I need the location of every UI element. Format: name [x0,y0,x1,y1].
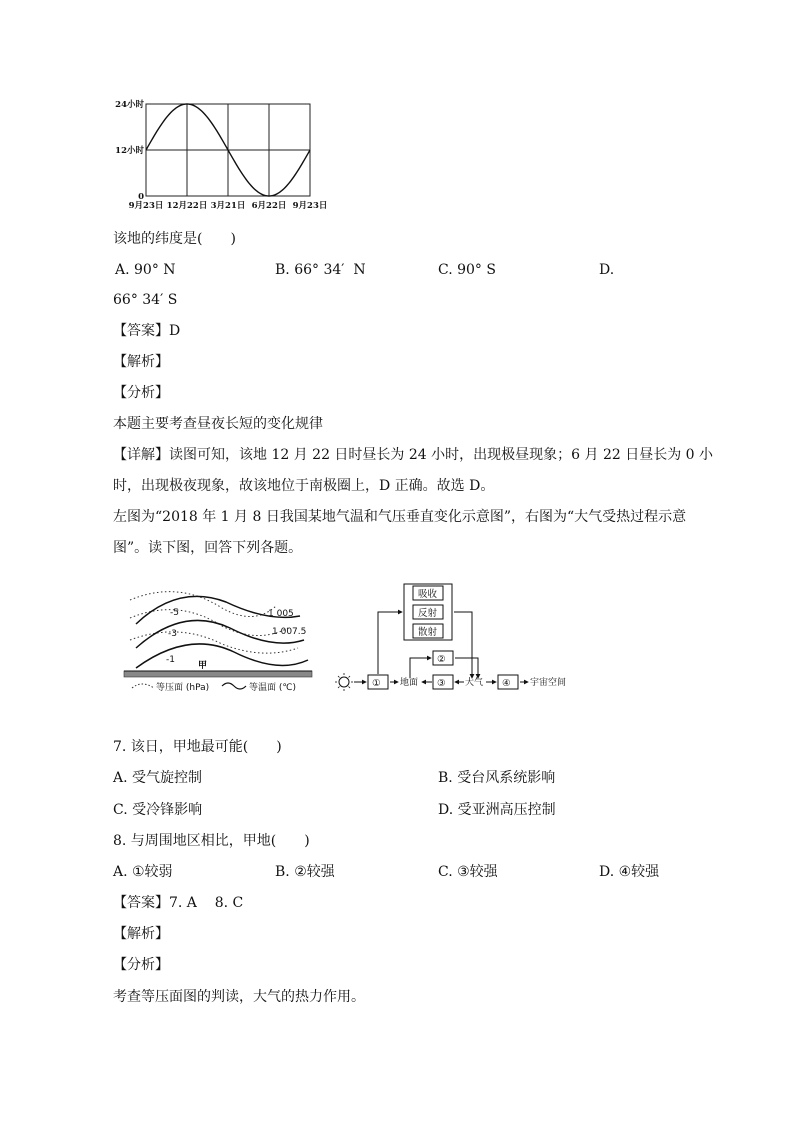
isobar-label-1005: 1 005 [268,609,294,619]
q7-option-a: A. 受气旋控制 [113,770,203,786]
absorb-label: 吸收 [418,589,438,600]
ground-surface [124,671,312,677]
q7-8-answer: 【答案】7. A 8. C [113,895,244,911]
chart-x-labels [129,201,328,211]
q7-8-fenxi-heading: 【分析】 [113,957,169,973]
chart-x-tick-label: 9月23日 [128,201,164,211]
label-4: ④ [502,678,511,689]
q8-stem: 8. 与周围地区相比，甲地( ) [113,833,310,849]
q8-option-b: B. ②较强 [275,864,335,880]
q7-option-b: B. 受台风系统影响 [438,770,556,786]
q6-option-c: C. 90° S [438,262,496,278]
q7-stem: 7. 该日，甲地最可能( ) [113,739,282,755]
day-length-chart [110,98,350,216]
q7-8-analysis-heading: 【解析】 [113,926,169,942]
q7-8-fenxi-text: 考查等压面图的判读，大气的热力作用。 [113,989,365,1005]
isotherm-label-minus1: -1 [166,655,175,665]
label-1: ① [372,678,381,689]
q6-answer: 【答案】D [113,323,181,339]
q6-option-a: A. 90° N [115,262,176,278]
chart-y-tick-label: 12小时 [115,146,144,156]
chart-x-tick-label: 12月22日 [166,201,208,211]
q6-detail-line-2: 时，出现极夜现象，故该地位于南极圈上，D 正确。故选 D。 [113,478,495,494]
q8-option-c: C. ③较强 [438,864,498,880]
q6-fenxi-text: 本题主要考查昼夜长短的变化规律 [113,416,323,432]
legend-isotherm-symbol [222,683,246,689]
atmospheric-heating-diagram [334,578,582,696]
isobar-label-1007-5: 1 007.5 [272,627,307,637]
intro-line-1: 左图为“2018 年 1 月 8 日我国某地气温和气压垂直变化示意图”，右图为“大气受热过程示意 [113,509,687,525]
chart-y-labels [115,99,144,202]
reflect-label: 反射 [418,608,438,619]
chart-x-tick-label: 6月22日 [251,201,287,211]
q6-option-d: D. [599,262,615,278]
chart-x-tick-label: 3月21日 [210,201,246,211]
isotherm-label-minus5: -5 [170,608,179,618]
isotherm-line-3 [136,644,308,668]
q6-stem: 该地的纬度是( ) [113,231,236,247]
q8-option-a: A. ①较弱 [113,864,173,880]
chart-x-tick-label: 9月23日 [292,201,328,211]
q8-option-d: D. ④较强 [599,864,660,880]
intro-line-2: 图”。读下图，回答下列各题。 [113,540,303,556]
atmosphere-label: 大气 [465,678,484,688]
q7-option-d: D. 受亚洲高压控制 [438,802,556,818]
space-label: 宇宙空间 [530,678,567,688]
legend-isotherm-label: 等温面 (℃) [249,683,296,693]
legend-isobar-symbol [132,684,154,688]
place-jia-label: 甲 [198,661,208,671]
q6-option-b: B. 66° 34′ N [275,262,366,278]
q6-fenxi-heading: 【分析】 [113,385,169,401]
q7-option-c: C. 受冷锋影响 [113,802,203,818]
q6-detail-line-1: 【详解】读图可知，该地 12 月 22 日时昼长为 24 小时，出现极昼现象；6 月 22 日昼长为 0 小 [113,447,714,463]
scatter-label: 散射 [418,627,438,638]
isobar-isotherm-figure [118,578,318,696]
chart-y-tick-label: 24小时 [115,100,144,110]
q6-option-d-value: 66° 34′ S [113,292,178,308]
label-2: ② [437,654,446,665]
chart-y-tick-label: 0 [138,192,144,202]
isotherm-label-minus3: -3 [168,629,177,639]
sun-icon [335,673,353,691]
label-3: ③ [437,678,446,689]
q6-analysis-heading: 【解析】 [113,354,169,370]
legend-isobar-label: 等压面 (hPa) [156,683,210,693]
ground-label: 地面 [400,678,419,688]
